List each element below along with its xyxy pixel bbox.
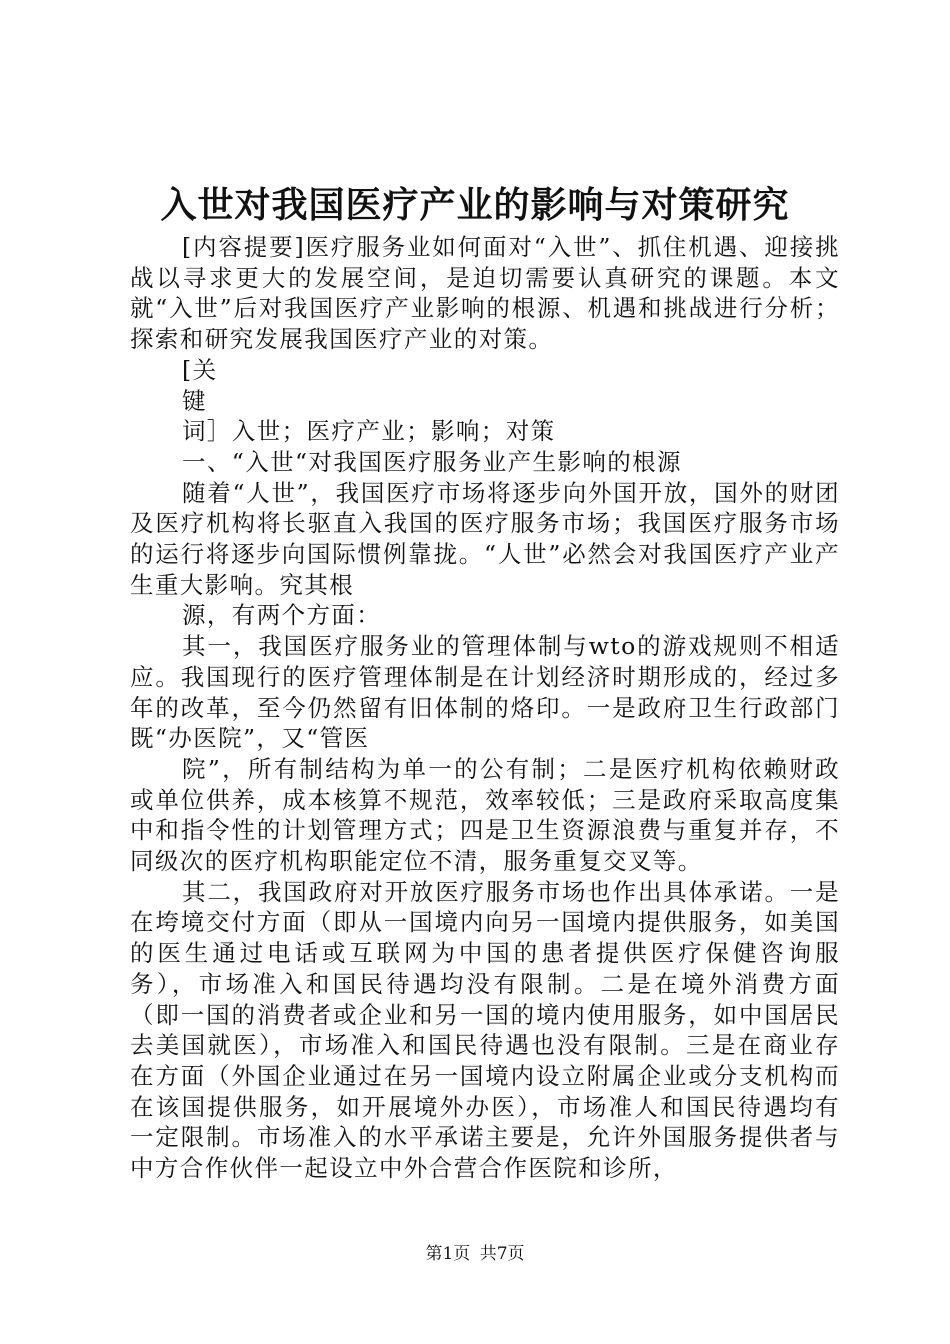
- abstract-paragraph: [内容提要]医疗服务业如何面对“入世”、抓住机遇、迎接挑战以寻求更大的发展空间，是迫切需要认真研究的课题。本文就“入世”后对我国医疗产业影响的根源、机遇和挑战进行分析；探索和研究发展我国医疗产业的对策。: [130, 233, 840, 354]
- page-footer: [0, 1243, 950, 1265]
- section-heading: 一、“入世“对我国医疗服务业产生影响的根源: [182, 447, 682, 476]
- keywords-label-part-2: 键: [182, 386, 207, 415]
- document-body: [130, 232, 840, 1184]
- page-number: 第1页: [425, 1244, 471, 1264]
- body-paragraph: 随着“人世”，我国医疗市场将逐步向外国开放，国外的财团及医疗机构将长驱直入我国的医疗服务市场；我国医疗服务市场的运行将逐步向国际惯例靠拢。“人世”必然会对我国医疗产业产生重大影响。究其根: [130, 478, 840, 599]
- keywords-label-part-1: [关: [182, 355, 218, 384]
- page-total: 共7页: [479, 1244, 525, 1264]
- body-paragraph: 院”，所有制结构为单一的公有制；二是医疗机构依赖财政或单位供养，成本核算不规范，效率较低；三是政府采取高度集中和指令性的计划管理方式；四是卫生资源浪费与重复并存，不同级次的医疗机构职能定位不清，服务重复交叉等。: [130, 754, 840, 876]
- body-paragraph: 其二，我国政府对开放医疗服务市场也作出具体承诺。一是在垮境交付方面（即从一国境内向另一国境内提供服务，如美国的医生通过电话或互联网为中国的患者提供医疗保健咨询服务），市场准入和国民待遇均没有限制。二是在境外消费方面（即一国的消费者或企业和另一国的境内使用服务，如中国居民去美国就医），市场准入和国民待遇也没有限制。三是在商业存在方面（外国企业通过在另一国境内设立附属企业或分支机构而在该国提供服务，如开展境外办医），市场准人和国民待遇均有一定限制。市场准入的水平承诺主要是，允许外国服务提供者与中方合作伙伴一起设立中外合营合作医院和诊所，: [130, 877, 840, 1183]
- body-paragraph: 其一，我国医疗服务业的管理体制与wto的游戏规则不相适应。我国现行的医疗管理体制是在计划经济时期形成的，经过多年的改革，至今仍然留有旧体制的烙印。一是政府卫生行政部门既“办医院”，又“管医: [130, 632, 840, 753]
- keywords-line: 词］入世；医疗产业；影响；对策: [182, 417, 556, 446]
- body-paragraph: 源，有两个方面：: [182, 601, 382, 630]
- document-title: 入世对我国医疗产业的影响与对策研究: [160, 184, 790, 226]
